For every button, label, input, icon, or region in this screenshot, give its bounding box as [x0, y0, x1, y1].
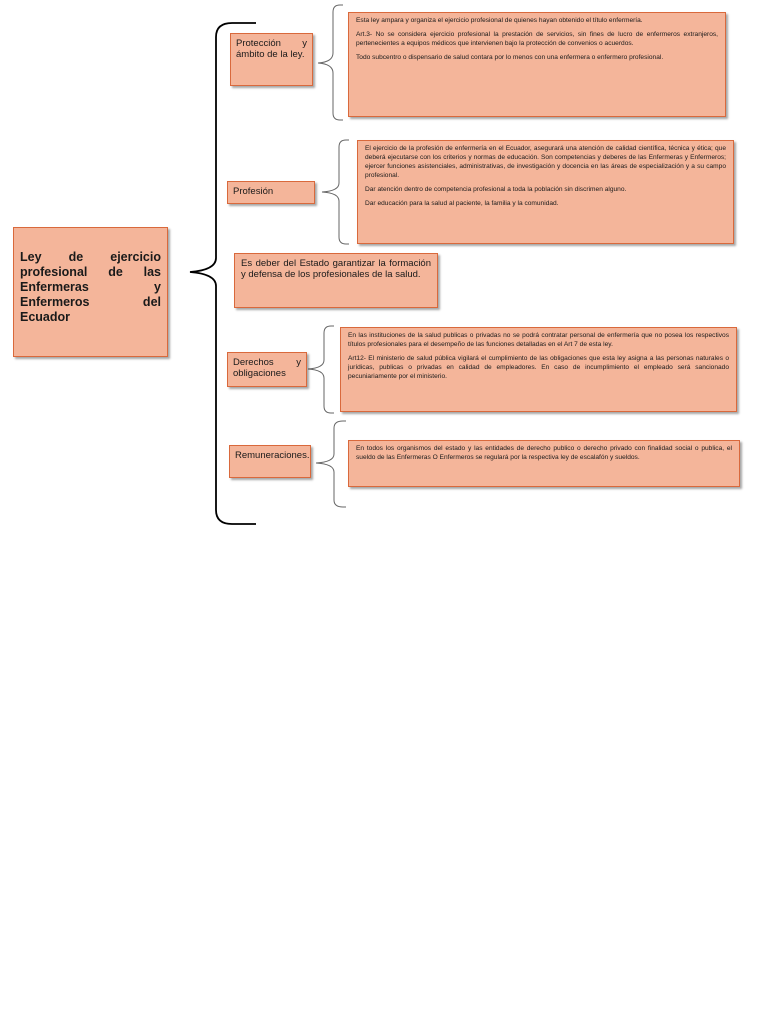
category-deber-estado — [234, 253, 438, 308]
category-derechos — [227, 352, 307, 387]
detail-text: En las instituciones de la salud publicas o privadas no se podrá contratar personal de enfermería que no posea los respectivos títulos profesionales para el desempeño de las funciones detalladas en el Art 7 de esta ley. — [348, 332, 729, 348]
detail-text: Dar atención dentro de competencia profesional a toda la población sin discrimen alguno. — [365, 186, 627, 193]
detail-text: El ejercicio de la profesión de enfermería en el Ecuador, asegurará una atención de calidad científica, técnica y ética; que deberá ejecutarse con los criterios y normas de educación. Son competencias y deberes de las Enfermeras y Enfermeros; ejercer funciones asistenciales, administrativas, de investigación y docencia en las áreas de especialización y a su campo profesional. — [365, 145, 726, 179]
brace-remuneracion — [316, 421, 346, 507]
brace-derechos — [308, 326, 334, 413]
details-profesion — [357, 140, 734, 244]
brace-proteccion — [318, 5, 343, 120]
main-title: Ley de ejercicio profesional de las Enfermeras y Enfermeros del Ecuador — [20, 250, 161, 324]
category-profesion — [227, 181, 315, 204]
category-label: Profesión — [233, 186, 274, 197]
details-proteccion — [348, 12, 726, 117]
category-label: Derechos y obligaciones — [233, 357, 301, 379]
category-remuneracion — [229, 445, 311, 478]
detail-text: Art12- El ministerio de salud pública vigilará el cumplimiento de las obligaciones que esta ley asigna a las personas naturales o jurídicas, publicas o privadas en calidad de empleadores. En caso de incumplimiento el empleado será sancionado pecuniariamente por el ministerio. — [348, 355, 729, 380]
detail-text: En todos los organismos del estado y las entidades de derecho publico o derecho privado con finalidad social o publica, el sueldo de las Enfermeras O Enfermeros se regulará por la respectiva ley de escalafón y sueldos. — [356, 445, 732, 461]
main-title-box — [13, 227, 168, 357]
details-remuneracion — [348, 440, 740, 487]
category-label: Es deber del Estado garantizar la formación y defensa de los profesionales de la salud. — [241, 258, 431, 280]
details-derechos — [340, 327, 737, 412]
detail-text: Art.3- No se considera ejercicio profesional la prestación de servicios, sin fines de lucro de enfermeros extranjeros, pertenecientes a equipos médicos que intervienen bajo la protección de convenios o acuerdos. — [356, 31, 718, 47]
detail-text: Esta ley ampara y organiza el ejercicio profesional de quienes hayan obtenido el título enfermería. — [356, 17, 643, 24]
detail-text: Dar educación para la salud al paciente, la familia y la comunidad. — [365, 200, 559, 207]
category-label: Remuneraciones. — [235, 450, 310, 461]
brace-profesion — [322, 140, 349, 244]
category-proteccion — [230, 33, 313, 86]
detail-text: Todo subcentro o dispensario de salud contara por lo menos con una enfermera o enfermero profesional. — [356, 54, 664, 61]
category-label: Protección y ámbito de la ley. — [236, 38, 307, 60]
